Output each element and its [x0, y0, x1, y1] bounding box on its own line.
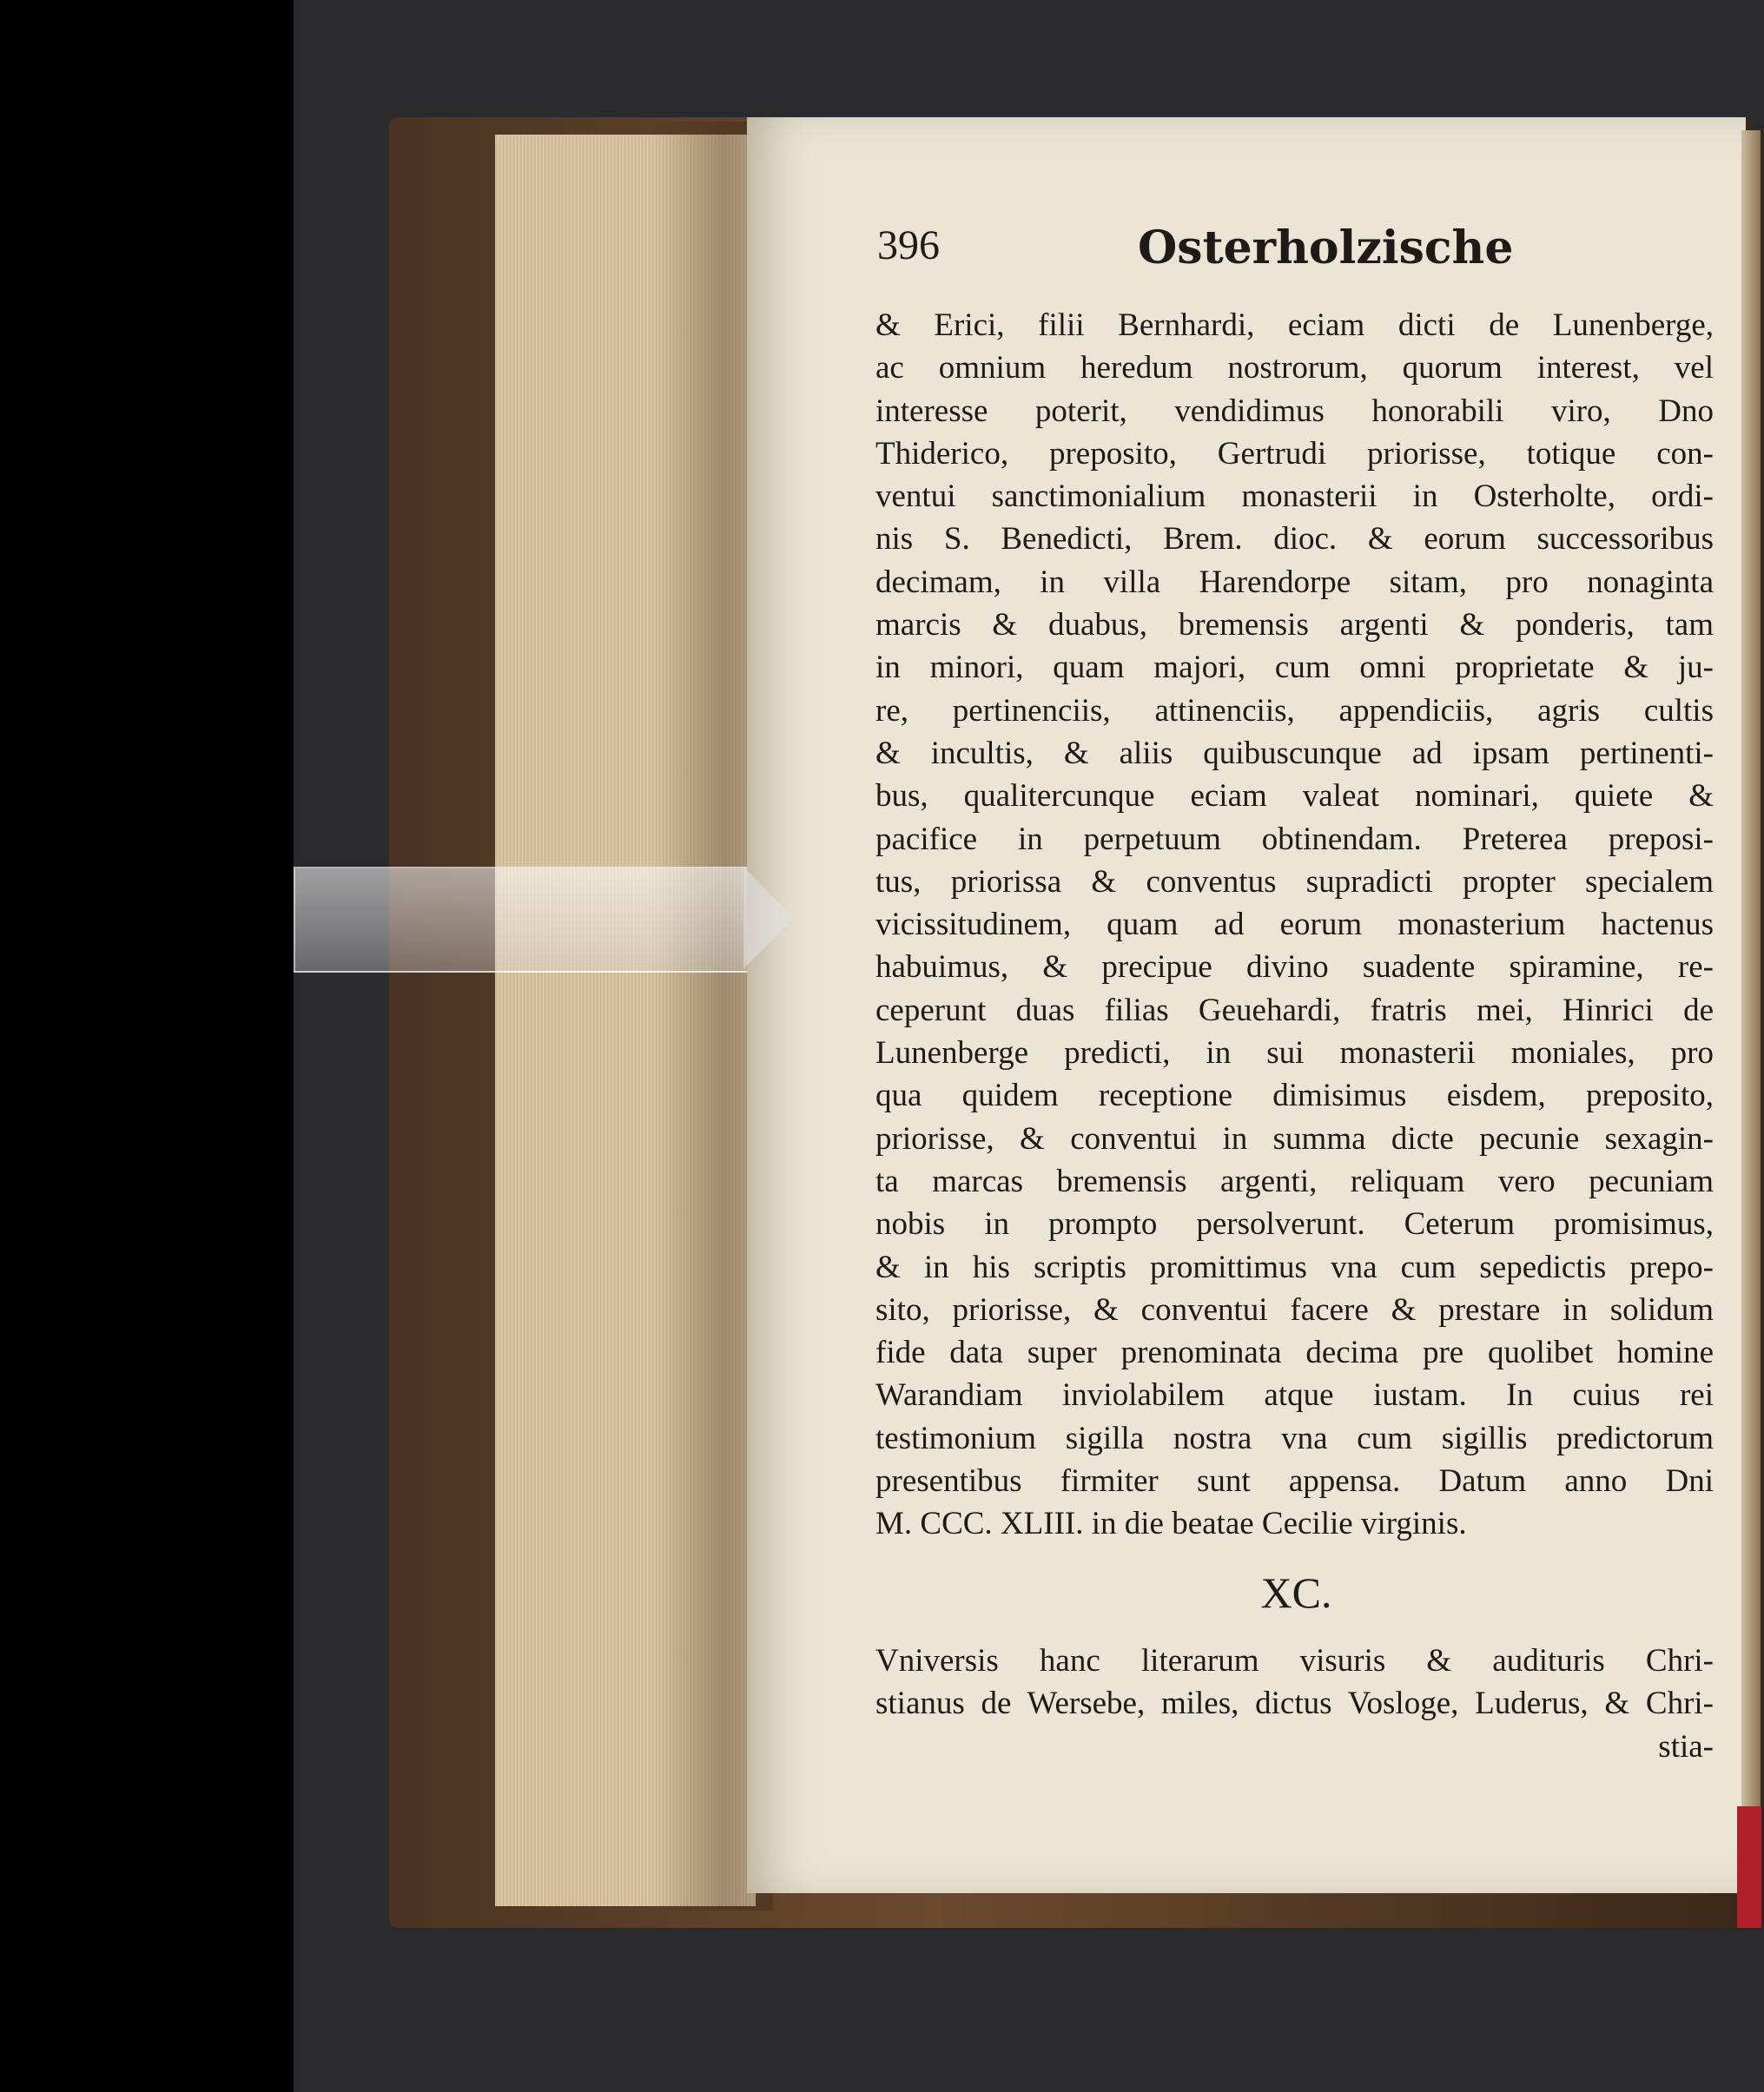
text-line: sito, priorisse, & conventui facere & prestare in solidum	[875, 1291, 1714, 1328]
text-line: bus, qualitercunque eciam valeat nominari, quiete &	[875, 778, 1714, 815]
text-line: Lunenberge predicti, in sui monasterii moniales, pro	[875, 1035, 1714, 1072]
text-line: & in his scriptis promittimus vna cum sepedictis prepo-	[875, 1249, 1714, 1285]
text-line: vicissitudinem, quam ad eorum monasterium hactenus	[875, 907, 1714, 943]
text-line: re, pertinenciis, attinenciis, appendiciis, agris cultis	[875, 692, 1714, 729]
text-line: habuimus, & precipue divino suadente spiramine, re-	[875, 949, 1714, 986]
catchword: stia-	[1658, 1728, 1714, 1765]
text-line: in minori, quam majori, cum omni proprietate & ju-	[875, 650, 1714, 686]
text-line: interesse poterit, vendidimus honorabili viro, Dno	[875, 393, 1714, 429]
text-line: & Erici, filii Bernhardi, eciam dicti de Lunenberge,	[875, 307, 1714, 343]
text-line: & incultis, & aliis quibuscunque ad ipsam pertinenti-	[875, 735, 1714, 771]
section-number: XC.	[1260, 1568, 1332, 1617]
text-line: marcis & duabus, bremensis argenti & ponderis, tam	[875, 607, 1714, 643]
body-text	[875, 304, 1714, 1546]
text-line: decimam, in villa Harendorpe sitam, pro nonaginta	[875, 564, 1714, 600]
text-line: Vniversis hanc literarum visuris & audituris Chri-	[875, 1643, 1714, 1679]
bookmark-strip	[294, 867, 747, 973]
text-line: ventui sanctimonialium monasterii in Osterholte, ordi-	[875, 478, 1714, 515]
text-line: nis S. Benedicti, Brem. dioc. & eorum successoribus	[875, 521, 1714, 558]
running-head: Osterholzische	[1138, 221, 1514, 274]
page-number: 396	[877, 222, 940, 268]
facing-page-edge	[1741, 130, 1761, 1911]
text-line: pacifice in perpetuum obtinendam. Preterea preposi-	[875, 821, 1714, 857]
text-line: nobis in prompto persolverunt. Ceterum promisimus,	[875, 1206, 1714, 1243]
text-line: tus, priorissa & conventus supradicti propter specialem	[875, 863, 1714, 900]
text-line: Thiderico, preposito, Gertrudi priorisse, totique con-	[875, 435, 1714, 472]
text-line: priorisse, & conventui in summa dicte pecunie sexagin-	[875, 1120, 1714, 1157]
text-line: ta marcas bremensis argenti, reliquam vero pecuniam	[875, 1163, 1714, 1199]
text-line: testimonium sigilla nostra vna cum sigillis predictorum	[875, 1420, 1714, 1456]
text-line: ac omnium heredum nostrorum, quorum interest, vel	[875, 350, 1714, 386]
bookmark-tip	[743, 867, 794, 969]
text-line: fide data super prenominata decima pre quolibet homine	[875, 1335, 1714, 1371]
text-line: presentibus firmiter sunt appensa. Datum anno Dni	[875, 1463, 1714, 1500]
page-header	[877, 221, 1642, 282]
text-line: stianus de Wersebe, miles, dictus Vosloge, Luderus, & Chri-	[875, 1686, 1714, 1722]
text-line: M. CCC. XLIII. in die beatae Cecilie virginis.	[875, 1506, 1467, 1542]
text-line: ceperunt duas filias Geuehardi, fratris mei, Hinrici de	[875, 992, 1714, 1028]
ribbon-marker	[1737, 1806, 1761, 1928]
text-line: qua quidem receptione dimisimus eisdem, preposito,	[875, 1078, 1714, 1114]
section-text	[875, 1640, 1714, 1768]
text-line: Warandiam inviolabilem atque iustam. In cuius rei	[875, 1377, 1714, 1414]
